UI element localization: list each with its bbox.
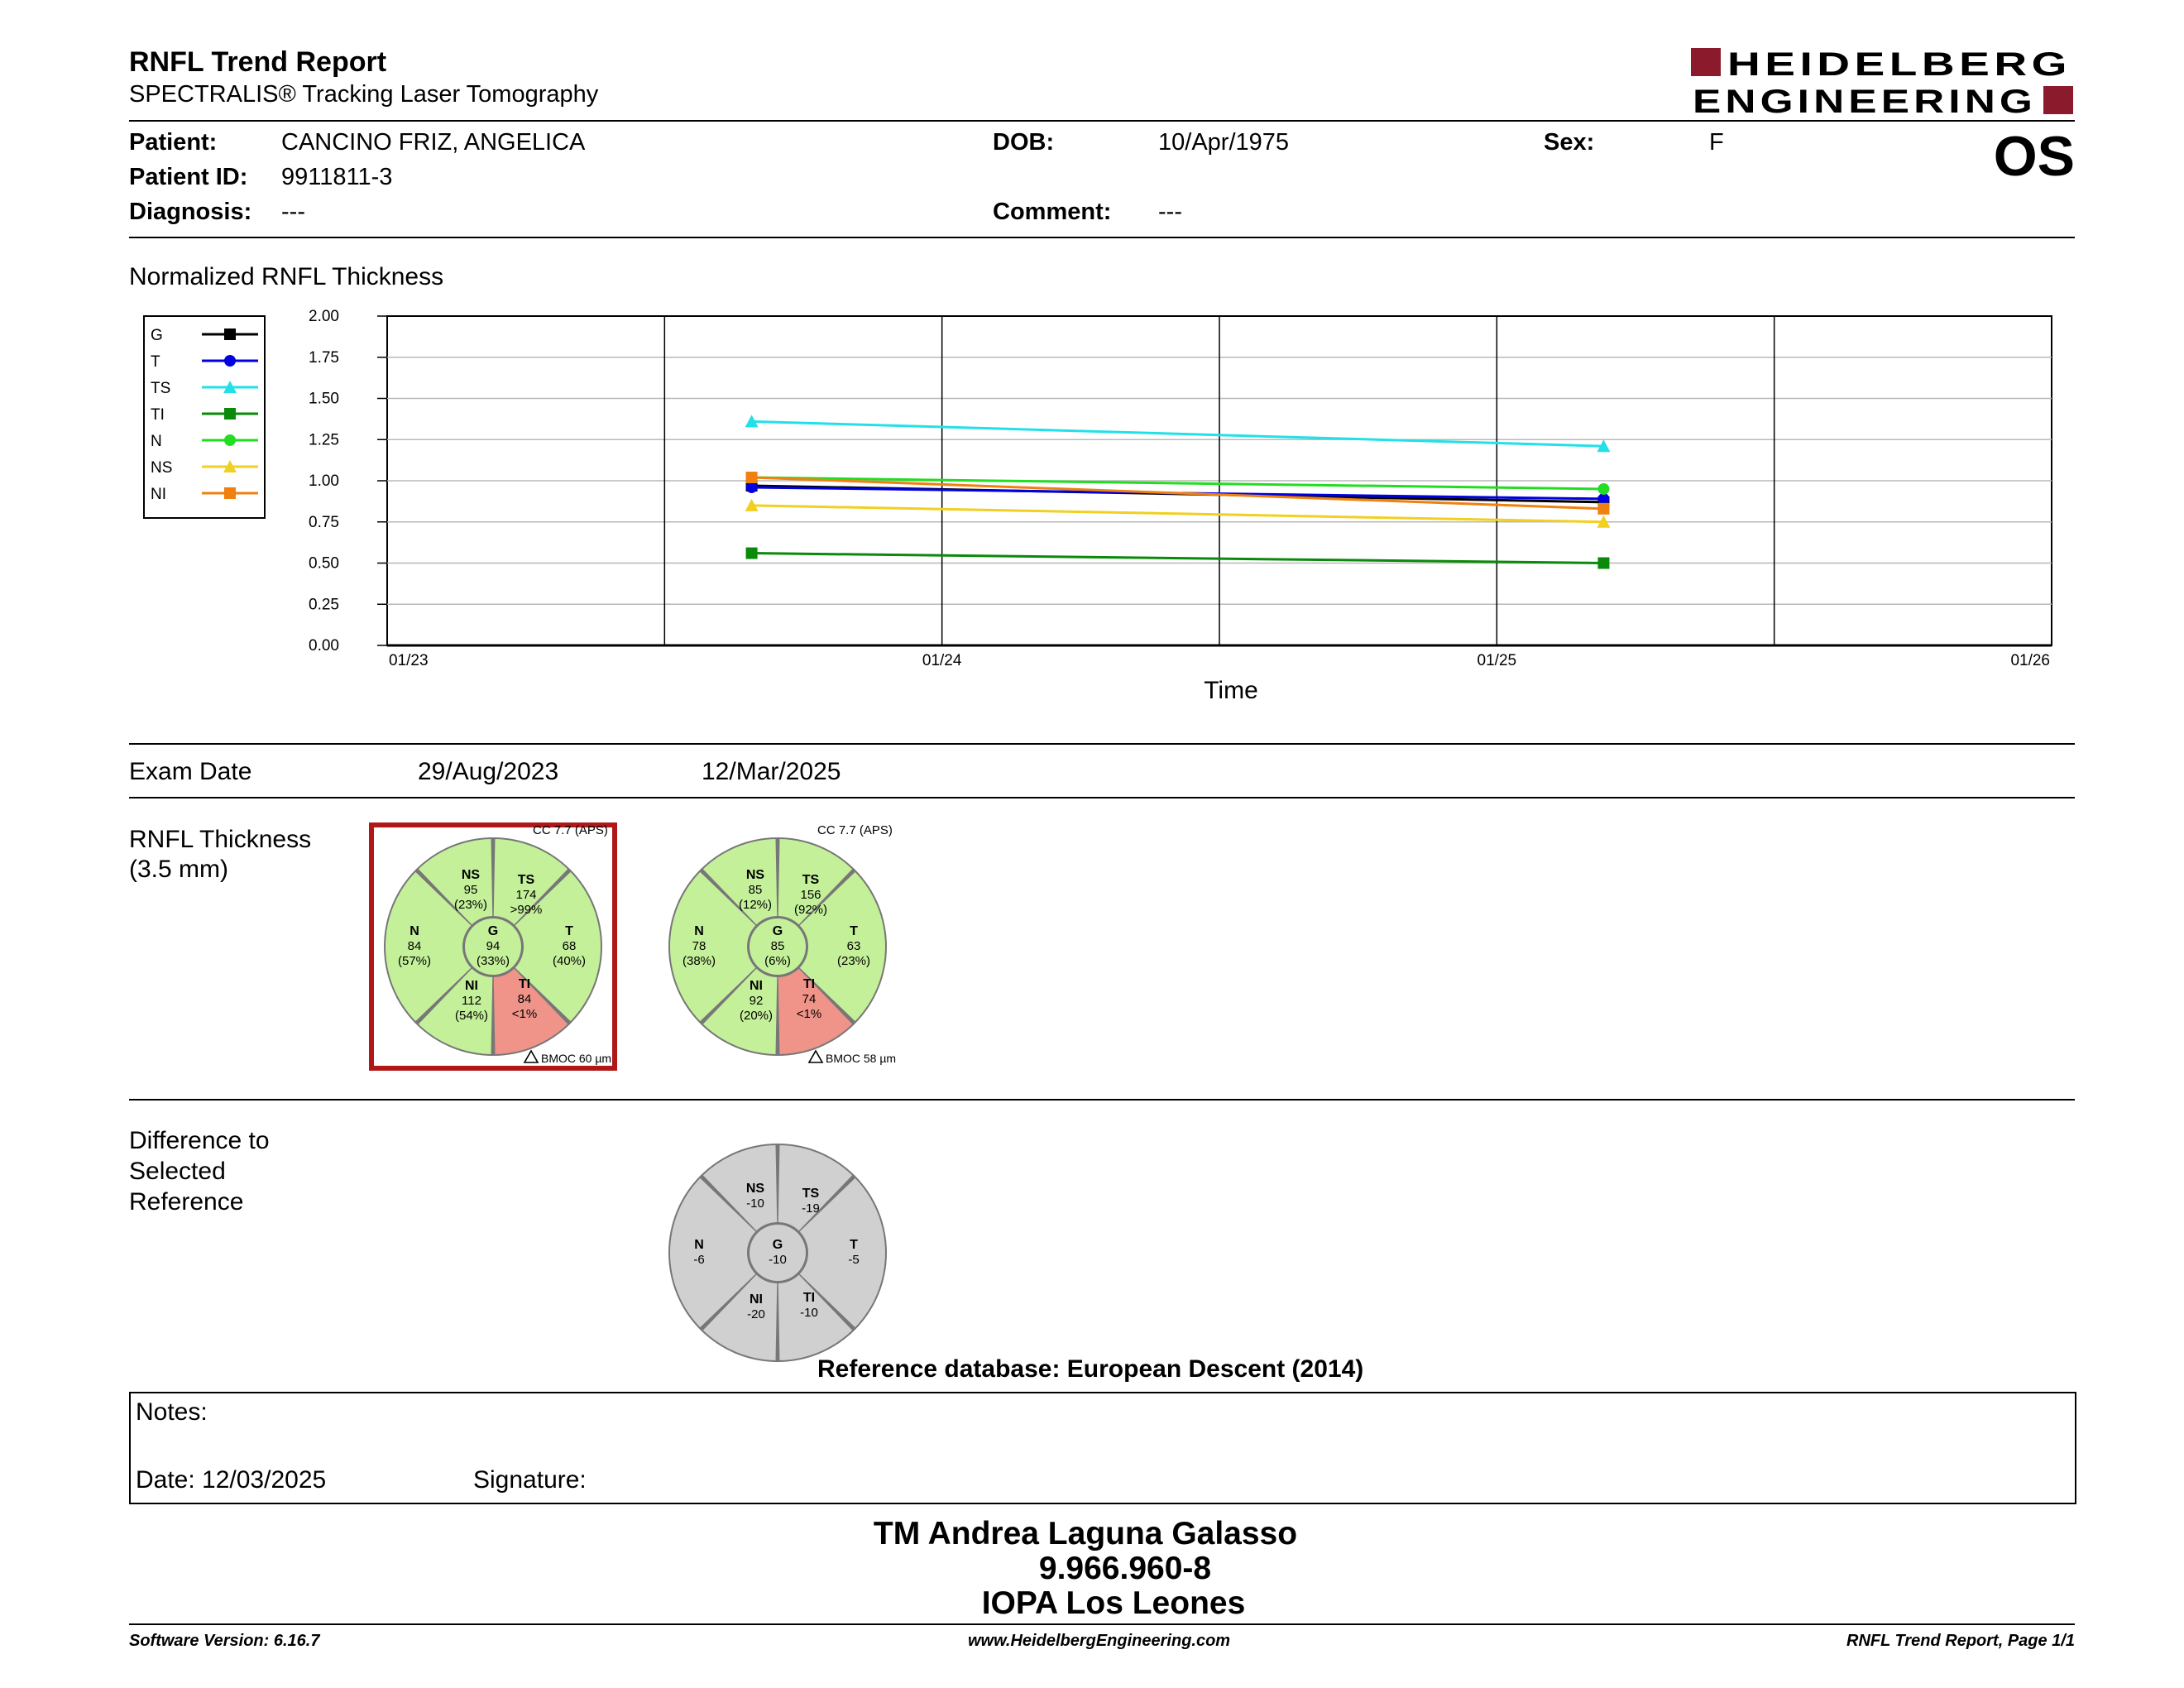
difference-circle bbox=[654, 1134, 902, 1374]
data-point-t bbox=[746, 482, 758, 493]
rnfl-thickness-label: RNFL Thickness bbox=[129, 826, 312, 853]
sector-n-value: -6 bbox=[693, 1253, 705, 1267]
sector-ns-value: 95 bbox=[463, 883, 478, 897]
sector-g-label: G bbox=[772, 924, 783, 938]
sector-ni-value: 92 bbox=[749, 994, 764, 1008]
website-link[interactable]: www.HeidelbergEngineering.com bbox=[968, 1632, 1231, 1650]
patient-id: 9911811-3 bbox=[281, 164, 393, 190]
diagnosis-label: Diagnosis: bbox=[129, 199, 252, 225]
sector-g-label: G bbox=[772, 1238, 783, 1252]
logo-square-top bbox=[1691, 48, 1721, 76]
bmoc-delta-icon bbox=[809, 1051, 822, 1062]
y-tick-label: 0.25 bbox=[309, 596, 339, 614]
comment-value: --- bbox=[1158, 199, 1182, 225]
circle-centration-label: CC 7.7 (APS) bbox=[533, 823, 608, 837]
legend-label-g: G bbox=[151, 327, 163, 344]
patient-id-label: Patient ID: bbox=[129, 164, 248, 190]
legend-label-t: T bbox=[151, 353, 160, 371]
bmoc-value: BMOC 60 µm bbox=[541, 1052, 612, 1065]
sector-ti-value: 84 bbox=[517, 992, 532, 1006]
sector-ti-percentile: <1% bbox=[796, 1007, 822, 1021]
difference-label-3: Reference bbox=[129, 1188, 244, 1216]
sector-t-value: 63 bbox=[846, 939, 861, 953]
series-ts bbox=[745, 415, 1611, 452]
sector-t-label: T bbox=[565, 924, 573, 938]
exam-date-1: 29/Aug/2023 bbox=[418, 758, 559, 785]
sector-ns-label: NS bbox=[461, 868, 481, 882]
data-point-n bbox=[1597, 483, 1609, 495]
legend-marker-g bbox=[224, 328, 236, 340]
chart-series bbox=[745, 415, 1611, 568]
sector-ns-label: NS bbox=[745, 1182, 765, 1196]
sector-ts-percentile: >99% bbox=[510, 903, 543, 917]
sector-g-percentile: (6%) bbox=[764, 954, 791, 968]
logo-line-1: HEIDELBERG bbox=[1727, 46, 2071, 83]
rnfl-thickness-diameter: (3.5 mm) bbox=[129, 856, 228, 883]
sector-t-percentile: (40%) bbox=[552, 954, 587, 968]
sector-ns-value: -10 bbox=[746, 1196, 764, 1211]
legend-marker-ti bbox=[224, 408, 236, 420]
sector-ts-value: 174 bbox=[515, 888, 537, 902]
y-tick-label: 1.25 bbox=[309, 431, 339, 449]
comment-label: Comment: bbox=[993, 199, 1112, 225]
chart-legend bbox=[144, 316, 265, 518]
reference-database: Reference database: European Descent (2014) bbox=[817, 1355, 1364, 1383]
circle-centration-label: CC 7.7 (APS) bbox=[817, 823, 893, 837]
sector-ni-value: -20 bbox=[747, 1307, 765, 1321]
sector-ni-label: NI bbox=[465, 979, 478, 993]
chart-title: Normalized RNFL Thickness bbox=[129, 263, 444, 290]
sector-n-percentile: (38%) bbox=[682, 954, 716, 968]
series-line-ti bbox=[752, 554, 1604, 563]
sector-g-value: -10 bbox=[769, 1253, 787, 1267]
heidelberg-logo bbox=[1691, 46, 2075, 117]
legend-label-ti: TI bbox=[151, 406, 165, 424]
series-ti bbox=[746, 548, 1610, 569]
heidelberg-logo-graphic bbox=[1691, 46, 2075, 117]
page-number: RNFL Trend Report, Page 1/1 bbox=[1846, 1632, 2075, 1650]
series-line-ns bbox=[752, 506, 1604, 522]
footer-divider bbox=[129, 1623, 2075, 1625]
patient-name: CANCINO FRIZ, ANGELICA bbox=[281, 129, 586, 156]
data-point-ni bbox=[1597, 503, 1609, 515]
patient-divider bbox=[129, 237, 2075, 238]
sector-ti-label: TI bbox=[518, 977, 531, 991]
sector-n-label: N bbox=[694, 1238, 704, 1252]
trend-chart bbox=[0, 298, 2184, 712]
logo-line-2: ENGINEERING bbox=[1693, 84, 2037, 117]
sector-ts-value: -19 bbox=[802, 1201, 820, 1216]
sector-ts-percentile: (92%) bbox=[793, 903, 828, 917]
sector-ti-percentile: <1% bbox=[511, 1007, 538, 1021]
data-point-ni bbox=[746, 472, 758, 483]
exam-date-2: 12/Mar/2025 bbox=[702, 758, 841, 785]
bmoc-delta-icon bbox=[524, 1051, 538, 1062]
rnfl-circle-exam-2[interactable] bbox=[654, 822, 918, 1071]
y-tick-label: 2.00 bbox=[309, 308, 339, 325]
sector-g-value: 94 bbox=[486, 939, 500, 953]
sector-ti-value: 74 bbox=[802, 992, 817, 1006]
sector-ns-label: NS bbox=[745, 868, 765, 882]
difference-label-1: Difference to bbox=[129, 1127, 270, 1154]
report-subtitle: SPECTRALIS® Tracking Laser Tomography bbox=[129, 81, 599, 108]
difference-label-2: Selected bbox=[129, 1158, 226, 1185]
series-line-ts bbox=[752, 421, 1604, 446]
legend-label-ns: NS bbox=[151, 459, 173, 477]
sector-ts-value: 156 bbox=[800, 888, 821, 902]
eye-indicator: OS bbox=[1993, 125, 2075, 188]
y-tick-label: 0.50 bbox=[309, 554, 339, 573]
x-tick-label: 01/25 bbox=[1477, 652, 1517, 669]
sex-label: Sex: bbox=[1544, 129, 1595, 156]
notes-box[interactable] bbox=[129, 1392, 2076, 1504]
x-tick-label: 01/24 bbox=[922, 652, 962, 669]
sector-ni-label: NI bbox=[750, 1292, 763, 1307]
thickness-divider bbox=[129, 1099, 2075, 1101]
sector-t-value: -5 bbox=[848, 1253, 860, 1267]
notes-date: Date: 12/03/2025 bbox=[136, 1466, 327, 1494]
sector-ni-label: NI bbox=[750, 979, 763, 993]
sector-t-value: 68 bbox=[562, 939, 577, 953]
sector-ni-percentile: (54%) bbox=[454, 1009, 489, 1023]
y-tick-label: 0.00 bbox=[309, 637, 339, 655]
sex-value: F bbox=[1709, 129, 1724, 156]
y-tick-label: 1.50 bbox=[309, 390, 339, 408]
sector-ti-label: TI bbox=[802, 977, 816, 991]
sector-t-label: T bbox=[850, 924, 858, 938]
bmoc-value: BMOC 58 µm bbox=[826, 1052, 897, 1065]
data-point-ti bbox=[746, 548, 758, 559]
sector-ts-label: TS bbox=[517, 873, 535, 887]
chart-x-axis-label: Time bbox=[1204, 677, 1258, 704]
legend-marker-n bbox=[224, 434, 236, 446]
diagnosis-value: --- bbox=[281, 199, 305, 225]
header-divider bbox=[129, 120, 2075, 122]
legend-label-ni: NI bbox=[151, 486, 166, 503]
signatory-id: 9.966.960-8 bbox=[1038, 1551, 1212, 1586]
sector-n-label: N bbox=[410, 924, 419, 938]
signatory-institution: IOPA Los Leones bbox=[981, 1585, 1246, 1621]
legend-marker-t bbox=[224, 355, 236, 367]
legend-marker-ni bbox=[224, 487, 236, 499]
sector-g-value: 85 bbox=[770, 939, 785, 953]
sector-ti-value: -10 bbox=[800, 1306, 818, 1320]
sector-n-percentile: (57%) bbox=[397, 954, 432, 968]
chart-x-ticks bbox=[389, 652, 2050, 669]
software-version: Software Version: 6.16.7 bbox=[129, 1632, 320, 1650]
sector-t-label: T bbox=[850, 1238, 858, 1252]
chart-grid bbox=[377, 316, 2052, 645]
y-tick-label: 0.75 bbox=[309, 513, 339, 531]
dob-value: 10/Apr/1975 bbox=[1158, 129, 1290, 156]
sector-n-value: 84 bbox=[407, 939, 422, 953]
legend-label-ts: TS bbox=[151, 380, 171, 397]
sector-ts-label: TS bbox=[802, 873, 820, 887]
y-tick-label: 1.75 bbox=[309, 348, 339, 367]
chart-divider bbox=[129, 743, 2075, 745]
sector-n-label: N bbox=[694, 924, 704, 938]
sector-ti-label: TI bbox=[802, 1291, 816, 1305]
report-title: RNFL Trend Report bbox=[129, 46, 387, 78]
data-point-ti bbox=[1597, 558, 1609, 569]
sector-g-label: G bbox=[487, 924, 499, 938]
sector-n-value: 78 bbox=[692, 939, 706, 953]
bmoc-label bbox=[809, 1051, 896, 1065]
sector-ni-percentile: (20%) bbox=[739, 1009, 774, 1023]
chart-y-ticks bbox=[309, 308, 339, 655]
x-tick-label: 01/26 bbox=[2010, 652, 2050, 669]
signature-label: Signature: bbox=[473, 1466, 587, 1494]
sector-ns-percentile: (12%) bbox=[738, 898, 773, 912]
y-tick-label: 1.00 bbox=[309, 472, 339, 490]
patient-label: Patient: bbox=[129, 129, 218, 156]
sector-ns-percentile: (23%) bbox=[453, 898, 488, 912]
rnfl-circle-exam-1[interactable] bbox=[369, 822, 617, 1071]
sector-ts-label: TS bbox=[802, 1187, 820, 1201]
x-tick-label: 01/23 bbox=[389, 652, 429, 669]
sector-t-percentile: (23%) bbox=[836, 954, 871, 968]
legend-label-n: N bbox=[151, 433, 162, 450]
sector-g-percentile: (33%) bbox=[476, 954, 510, 968]
exam-date-label: Exam Date bbox=[129, 758, 252, 785]
signatory-name: TM Andrea Laguna Galasso bbox=[873, 1516, 1298, 1551]
exam-date-divider bbox=[129, 797, 2075, 798]
sector-ns-value: 85 bbox=[748, 883, 763, 897]
logo-square-bottom bbox=[2043, 86, 2073, 114]
dob-label: DOB: bbox=[993, 129, 1055, 156]
bmoc-label bbox=[524, 1051, 611, 1065]
notes-label: Notes: bbox=[136, 1398, 208, 1426]
data-point-t bbox=[1597, 493, 1609, 505]
sector-ni-value: 112 bbox=[462, 994, 481, 1008]
